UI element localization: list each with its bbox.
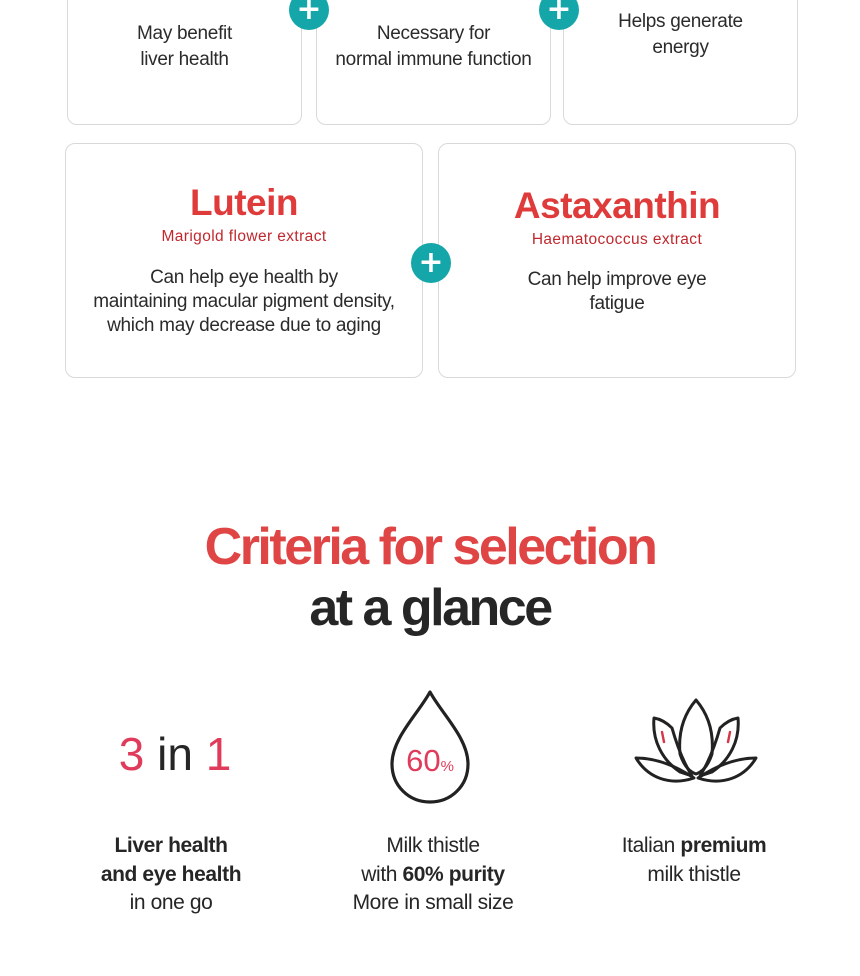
ingredient-card-lutein [65,143,423,378]
benefit-card-liver [67,0,302,125]
drop-value: 60 [406,743,441,778]
lotus-flower-icon [634,696,758,790]
benefit-text: May benefit liver health [137,23,232,70]
three-in-one-graphic: 3 in 1 [118,728,232,780]
ingredient-source: Marigold flower extract [161,228,327,245]
feature-text-purity: Milk thistle with 60% purity More in small size [352,834,514,914]
benefit-text: Necessary for normal immune function [335,23,532,70]
ingredient-description: Can help improve eye fatigue [527,269,707,314]
benefit-text: Helps generate energy [618,11,743,58]
section-subtitle: at a glance [309,579,551,637]
plus-icon: + [539,0,579,30]
feature-text-italian: Italian premium milk thistle [621,834,767,886]
plus-icon: + [411,243,451,283]
benefit-card-energy [563,0,798,125]
section-title: Criteria for selection [204,518,656,576]
drop-unit: % [440,758,454,775]
ingredient-name: Lutein [190,182,298,223]
ingredient-description: Can help eye health by maintaining macular pigment density, which may decrease due to aging [93,267,395,336]
feature-text-liver-eye: Liver health and eye health in one go [100,834,242,914]
benefit-card-immune [316,0,551,125]
ingredient-name: Astaxanthin [513,185,721,226]
plus-icon: + [289,0,329,30]
ingredient-source: Haematococcus extract [531,231,703,248]
drop-icon [384,688,476,806]
ingredient-card-astaxanthin [438,143,796,378]
